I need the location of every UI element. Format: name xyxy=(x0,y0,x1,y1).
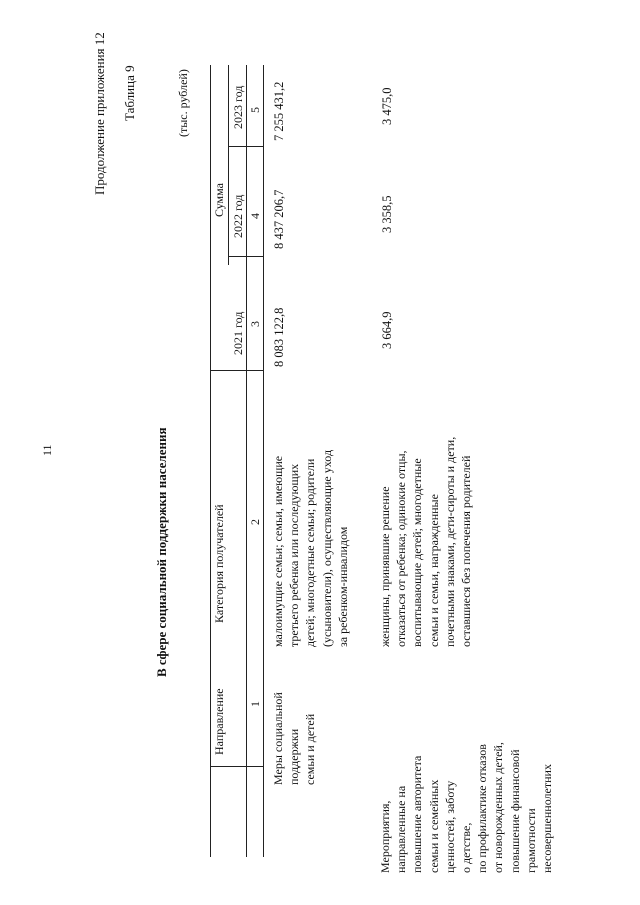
divider-dir-cat xyxy=(210,766,263,767)
units-label: (тыс. рублей) xyxy=(176,69,190,137)
col-number-row-border xyxy=(246,65,247,857)
col-number-5: 5 xyxy=(248,107,262,113)
table-row-1-2023: 7 255 431,2 xyxy=(272,81,286,141)
appendix-continuation: Продолжение приложения 12 xyxy=(92,32,107,195)
table-row-2-direction: Мероприятия, направленные на повышение авторитета семьи и семейных ценностей, заботу о детстве, по профилактике отказов от новорожденных детей, повышение финансовой грамотности несовершеннолетних xyxy=(378,742,555,873)
col-header-2023: 2023 год xyxy=(231,85,245,129)
sum-underline xyxy=(228,65,229,265)
col-number-2: 2 xyxy=(248,519,262,525)
table-row-1-2021: 8 083 122,8 xyxy=(272,307,286,367)
col-number-1: 1 xyxy=(248,701,262,707)
col-header-sum: Сумма xyxy=(212,183,226,217)
table-title: В сфере социальной поддержки населения xyxy=(154,427,169,677)
col-header-2022: 2022 год xyxy=(231,194,245,238)
divider-2021-2022 xyxy=(228,256,263,257)
table-number: Таблица 9 xyxy=(122,65,137,121)
table-row-2-2021: 3 664,9 xyxy=(380,311,394,349)
col-number-3: 3 xyxy=(248,321,262,327)
col-number-4: 4 xyxy=(248,213,262,219)
table-row-2-category: женщины, принявшие решение отказаться от ребенка; одинокие отцы, воспитывающие детей; многодетные семьи и семьи, награжденные почетными знаками, дети-сироты и дети, оставшиеся без попечения родителей xyxy=(378,436,474,647)
table-row-1-direction: Меры социальной поддержки семьи и детей xyxy=(271,692,318,785)
table-row-2-2022: 3 358,5 xyxy=(380,195,394,233)
table-row-1-2022: 8 437 206,7 xyxy=(272,189,286,249)
table-row-1-category: малоимущие семьи; семьи, имеющие третьего ребенка или последующих детей; многодетные семьи; родители (усыновители), осуществляющие уход за ребенком-инвалидом xyxy=(271,449,350,647)
divider-cat-sum xyxy=(210,370,263,371)
table-top-border xyxy=(210,65,211,857)
col-header-2021: 2021 год xyxy=(231,311,245,355)
col-header-category: Категория получателей xyxy=(212,504,226,623)
header-bottom-border xyxy=(263,65,264,857)
page-number: 11 xyxy=(40,444,54,456)
divider-2022-2023 xyxy=(228,146,263,147)
table-row-2-2023: 3 475,0 xyxy=(380,87,394,125)
col-header-direction: Направление xyxy=(212,688,226,755)
